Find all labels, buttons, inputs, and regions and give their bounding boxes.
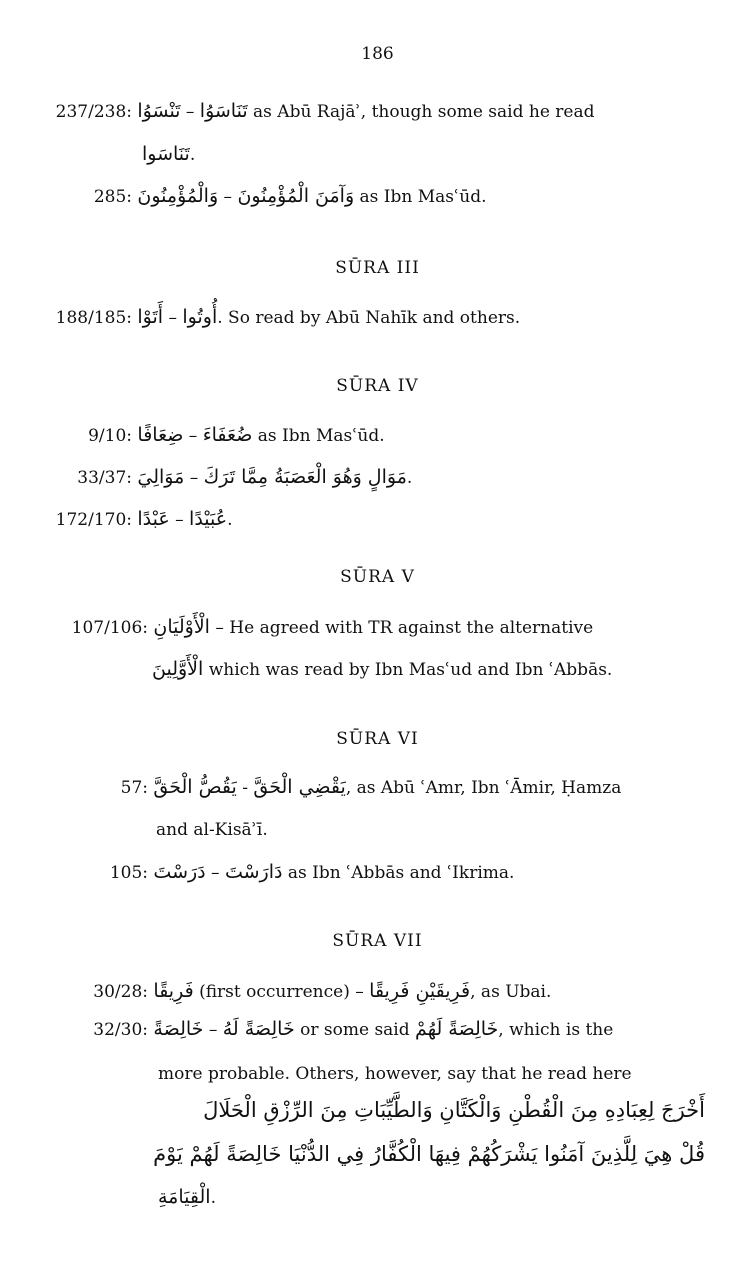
arabic-quote-line-1: أَخْرَجَ لِعِبَادِهِ مِنَ الْقُطْنِ وَالْكَتَّانِ وَالطَّيِّبَاتِ مِنَ الرِّزْقِ الْحَلَالَ	[203, 1098, 705, 1122]
dash: –	[223, 187, 233, 207]
verse-ref: 32/30:	[93, 1020, 148, 1040]
note-text: .	[406, 468, 413, 488]
entry-107-cont	[152, 658, 612, 680]
arabic-quote-line-2: قُلْ هِيَ لِلَّذِينَ آمَنُوا يَشْرَكُهُمْ فِيهَا الْكُفَّارُ فِي الدُّنْيَا خَالِصَةً لَهُمْ يَوْمَ	[153, 1142, 705, 1166]
arabic-reading: مَوَالِيَ	[137, 466, 185, 488]
note-text: as Ibn Masʿūd.	[359, 187, 487, 207]
entry-237-cont	[142, 143, 195, 165]
dash: –	[215, 618, 224, 638]
arabic-variant: وَآمَنَ الْمُؤْمِنُونَ	[237, 185, 355, 207]
entry-33	[48, 466, 412, 488]
arabic-reading: يَقُصُّ الْحَقَّ	[153, 776, 237, 798]
arabic-text: الْقِيَامَةِ	[158, 1186, 211, 1208]
note-text: as Abū Rajāʾ, though some said he read	[253, 102, 595, 122]
note-text: or some said	[300, 1020, 410, 1040]
arabic-variant: ضُعَفَاءَ	[202, 424, 253, 446]
note-text: , which is the	[498, 1020, 614, 1040]
sura-heading: SŪRA VI	[336, 729, 419, 749]
note-text: He agreed with TR against the alternative	[229, 618, 594, 638]
arabic-variant: أُوتُوا	[182, 306, 218, 328]
entry-237	[48, 100, 595, 122]
verse-ref: 285:	[93, 187, 132, 207]
entry-107	[48, 616, 593, 638]
verse-ref: 237/238:	[55, 102, 132, 122]
arabic-variant: مَوَالٍ وَهُوَ الْعَصَبَةُ مِمَّا تَرَكَ	[203, 466, 407, 488]
period: .	[210, 1188, 216, 1208]
dash: –	[188, 426, 198, 446]
arabic-variant: تَنَاسَوا	[142, 143, 190, 165]
dash: –	[208, 1020, 218, 1040]
dash: –	[189, 468, 199, 488]
verse-ref: 105:	[109, 863, 148, 883]
arabic-variant-alt: خَالِصَةً لَهُمْ	[415, 1018, 499, 1040]
entry-30	[48, 980, 551, 1002]
page-number: 186	[361, 44, 394, 64]
arabic-reading: تَنْسَوُا	[137, 100, 181, 122]
entry-105	[48, 861, 514, 883]
note-text: .	[227, 510, 233, 530]
arabic-reading: دَرَسْتَ	[153, 861, 206, 883]
verse-ref: 188/185:	[55, 308, 132, 328]
verse-ref: 57:	[120, 778, 148, 798]
arabic-quote-line-3	[158, 1186, 216, 1208]
entry-57	[48, 776, 621, 798]
entry-9	[48, 424, 385, 446]
arabic-variant: يَقْضِي الْحَقَّ	[253, 776, 346, 798]
verse-ref: 107/106:	[71, 618, 148, 638]
dash: –	[185, 102, 195, 122]
arabic-variant: دَارَسْتَ	[224, 861, 283, 883]
note-text: which was read by Ibn Masʿud and Ibn ʿAbbās.	[208, 660, 613, 680]
arabic-reading: الْأَوْلَيَانِ	[153, 616, 210, 638]
parenthetical: (first occurrence)	[199, 982, 350, 1002]
note-text: . So read by Abū Nahīk and others.	[217, 308, 521, 328]
verse-ref: 9/10:	[88, 426, 132, 446]
note-text: , as Ubai.	[470, 982, 552, 1002]
verse-ref: 172/170:	[55, 510, 132, 530]
sura-heading: SŪRA VII	[332, 931, 423, 951]
arabic-reading: عَبْدًا	[137, 508, 170, 530]
entry-32-cont: more probable. Others, however, say that he read here	[158, 1064, 632, 1084]
arabic-reading: فَرِيقًا	[153, 980, 194, 1002]
dash: –	[168, 308, 177, 328]
note-text: , as Abū ʿAmr, Ibn ʿĀmir, Ḥamza	[345, 778, 622, 798]
sura-heading: SŪRA III	[335, 258, 420, 278]
entry-285	[48, 185, 486, 207]
dash: –	[355, 982, 364, 1002]
entry-172	[48, 508, 233, 530]
entry-57-cont: and al-Kisāʾī.	[156, 820, 268, 840]
entry-188	[48, 306, 520, 328]
dash: –	[175, 510, 184, 530]
arabic-reading: ضِعَافًا	[137, 424, 184, 446]
arabic-reading: أَتَوْا	[137, 306, 164, 328]
sura-heading: SŪRA V	[340, 567, 415, 587]
period: .	[189, 145, 196, 165]
dash: –	[211, 863, 220, 883]
arabic-reading: وَالْمُؤْمِنُونَ	[137, 185, 219, 207]
arabic-variant: عُبَيْدًا	[189, 508, 228, 530]
arabic-variant: خَالِصَةً لَهُ	[222, 1018, 295, 1040]
arabic-variant: تَنَاسَوُا	[199, 100, 248, 122]
entry-32	[48, 1018, 613, 1040]
verse-ref: 30/28:	[93, 982, 148, 1002]
note-text: as Ibn Masʿūd.	[257, 426, 385, 446]
note-text: as Ibn ʿAbbās and ʿIkrima.	[287, 863, 515, 883]
verse-ref: 33/37:	[77, 468, 132, 488]
sura-heading: SŪRA IV	[336, 376, 419, 396]
dash: -	[242, 778, 248, 798]
arabic-reading: خَالِصَةً	[153, 1018, 204, 1040]
arabic-variant: الْأَوَّلِينَ	[152, 658, 204, 680]
arabic-variant: فَرِيقَيْنِ فَرِيقًا	[369, 980, 471, 1002]
